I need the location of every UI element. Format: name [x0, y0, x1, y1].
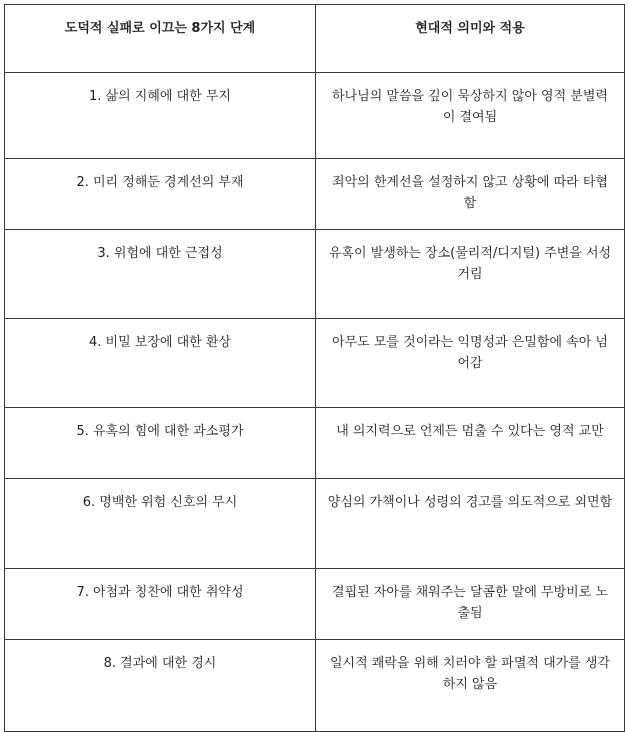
meaning-cell: 유혹이 발생하는 장소(물리적/디지털) 주변을 서성거림 [316, 230, 625, 319]
stage-cell: 6. 명백한 위험 신호의 무시 [5, 479, 316, 569]
header-meaning: 현대적 의미와 적용 [316, 5, 625, 73]
table-row [5, 408, 625, 479]
table-row [5, 159, 625, 230]
meaning-cell: 일시적 쾌락을 위해 치러야 할 파멸적 대가를 생각하지 않음 [316, 640, 625, 732]
table-header-row [5, 5, 625, 73]
meaning-cell: 내 의지력으로 언제든 멈출 수 있다는 영적 교만 [316, 408, 625, 479]
stage-cell: 8. 결과에 대한 경시 [5, 640, 316, 732]
stage-cell: 4. 비밀 보장에 대한 환상 [5, 319, 316, 408]
meaning-cell: 죄악의 한계선을 설정하지 않고 상황에 따라 타협함 [316, 159, 625, 230]
stage-cell: 2. 미리 정해둔 경계선의 부재 [5, 159, 316, 230]
meaning-cell: 하나님의 말씀을 깊이 묵상하지 않아 영적 분별력이 결여됨 [316, 73, 625, 159]
table-row [5, 230, 625, 319]
meaning-cell: 결핍된 자아를 채워주는 달콤한 말에 무방비로 노출됨 [316, 569, 625, 640]
meaning-cell: 아무도 모를 것이라는 익명성과 은밀함에 속아 넘어감 [316, 319, 625, 408]
stage-cell: 3. 위험에 대한 근접성 [5, 230, 316, 319]
table-row [5, 319, 625, 408]
header-stage: 도덕적 실패로 이끄는 8가지 단계 [5, 5, 316, 73]
table-row [5, 479, 625, 569]
stages-table [4, 4, 625, 732]
meaning-cell: 양심의 가책이나 성령의 경고를 의도적으로 외면함 [316, 479, 625, 569]
table-row [5, 569, 625, 640]
stage-cell: 7. 아첨과 칭찬에 대한 취약성 [5, 569, 316, 640]
stage-cell: 1. 삶의 지혜에 대한 무지 [5, 73, 316, 159]
table-row [5, 73, 625, 159]
table-row [5, 640, 625, 732]
stage-cell: 5. 유혹의 힘에 대한 과소평가 [5, 408, 316, 479]
